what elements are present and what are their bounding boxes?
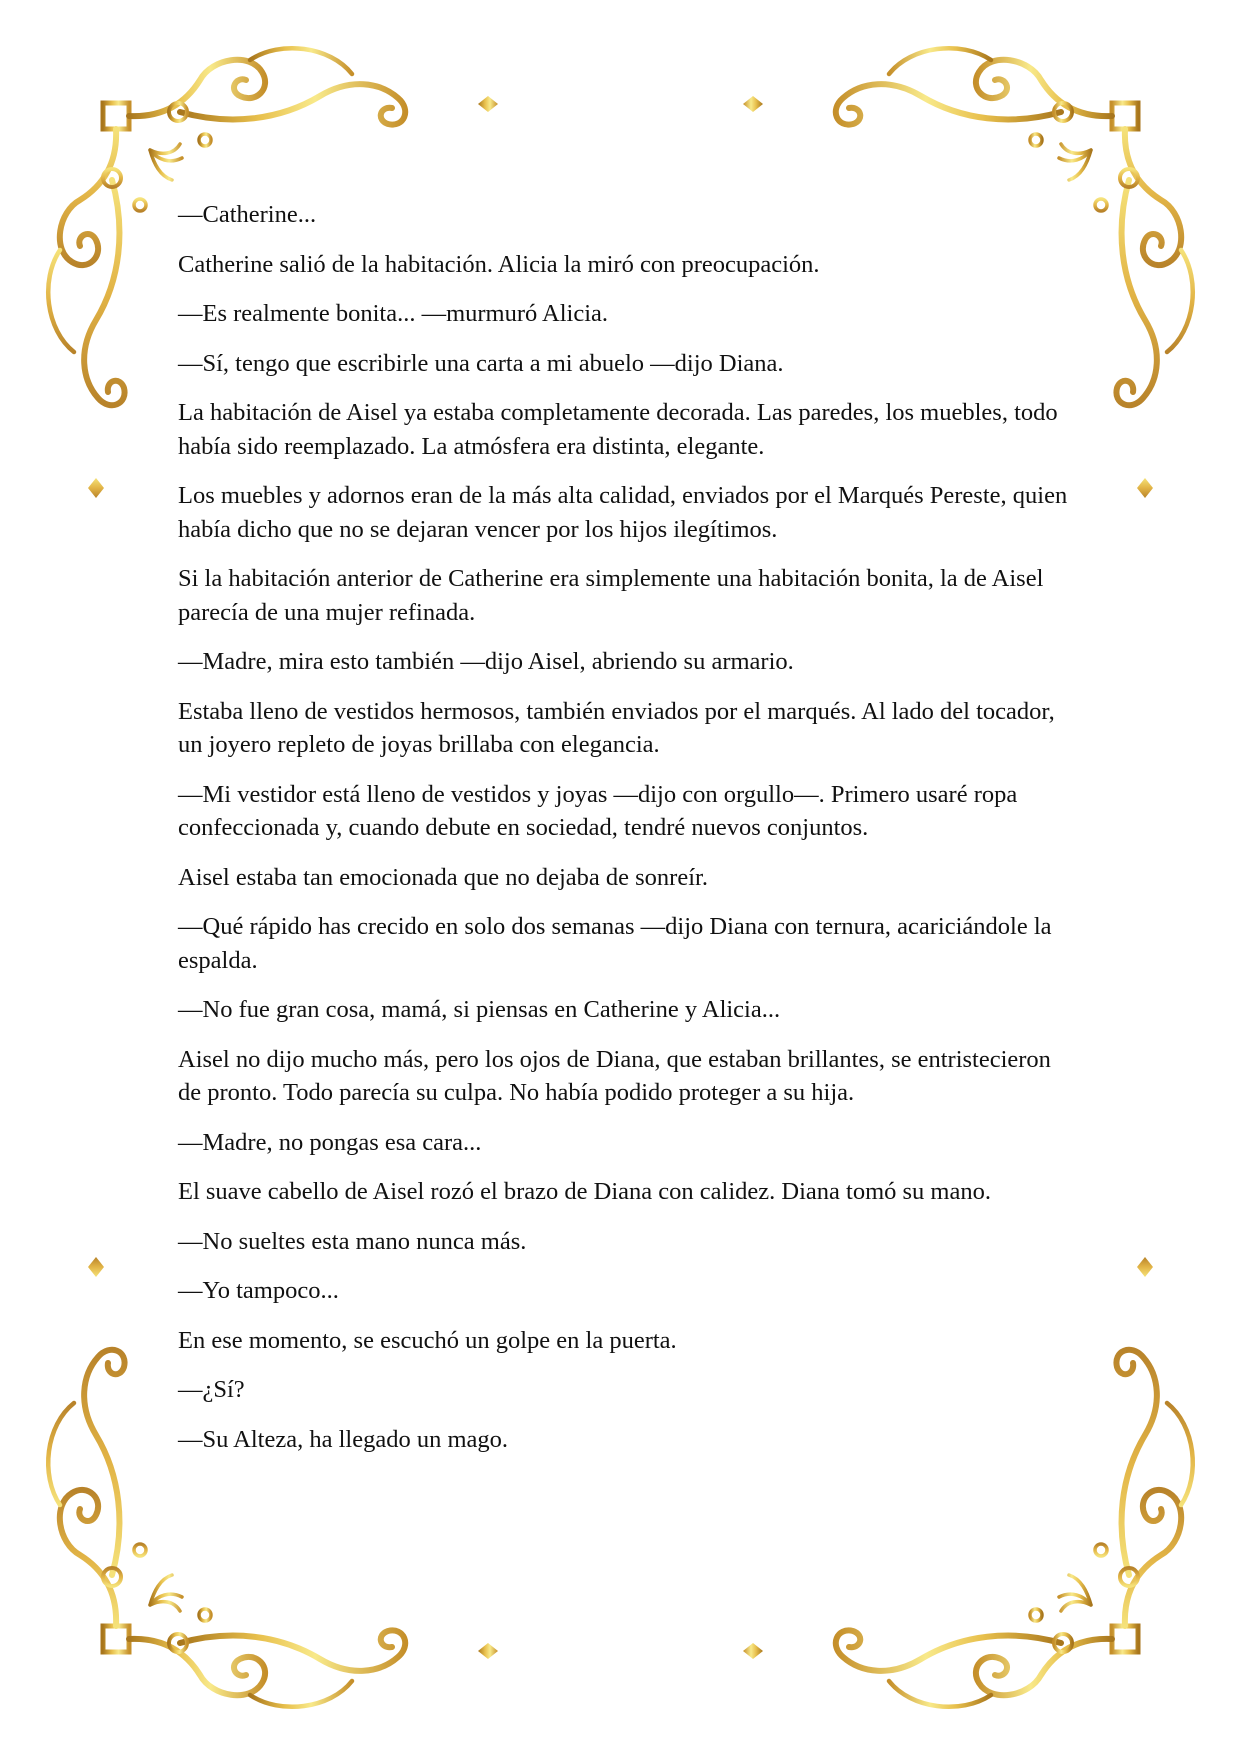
paragraph: —Madre, mira esto también —dijo Aisel, abriendo su armario. [178, 648, 794, 675]
paragraph: Catherine salió de la habitación. Alicia la miró con preocupación. [178, 250, 820, 278]
story-text [178, 198, 1068, 1472]
paragraph: La habitación de Aisel ya estaba completamente decorada. Las paredes, los muebles, todo había sido reemplazado. La atmósfera era distinta, elegante. [178, 399, 1058, 460]
paragraph: —No fue gran cosa, mamá, si piensas en Catherine y Alicia... [178, 996, 781, 1023]
paragraph: —Es realmente bonita... —murmuró Alicia. [178, 300, 609, 327]
paragraph: Estaba lleno de vestidos hermosos, también enviados por el marqués. Al lado del tocador, un joyero repleto de joyas brillaba con elegancia. [178, 697, 1055, 758]
paragraph: —Sí, tengo que escribirle una carta a mi abuelo —dijo Diana. [178, 349, 784, 377]
paragraph: Aisel no dijo mucho más, pero los ojos de Diana, que estaban brillantes, se entristecieron de pronto. Todo parecía su culpa. No había podido proteger a su hija. [178, 1045, 1051, 1106]
paragraph: —Catherine... [178, 201, 317, 228]
paragraph: Aisel estaba tan emocionada que no dejaba de sonreír. [178, 863, 708, 891]
paragraph: —¿Sí? [178, 1376, 245, 1403]
paragraph: Los muebles y adornos eran de la más alta calidad, enviados por el Marqués Pereste, quien había dicho que no se dejaran vencer por los hijos ilegítimos. [178, 482, 1068, 543]
paragraph: —Yo tampoco... [178, 1277, 339, 1304]
paragraph: —Su Alteza, ha llegado un mago. [178, 1425, 508, 1453]
paragraph: —Mi vestidor está lleno de vestidos y joyas —dijo con orgullo—. Primero usaré ropa confeccionada y, cuando debute en sociedad, tendré nuevos conjuntos. [178, 780, 1018, 841]
paragraph: El suave cabello de Aisel rozó el brazo de Diana con calidez. Diana tomó su mano. [178, 1178, 991, 1205]
paragraph: —Madre, no pongas esa cara... [178, 1128, 482, 1156]
paragraph: —No sueltes esta mano nunca más. [178, 1227, 527, 1255]
paragraph: —Qué rápido has crecido en solo dos semanas —dijo Diana con ternura, acariciándole la espalda. [178, 913, 1052, 974]
paragraph: Si la habitación anterior de Catherine era simplemente una habitación bonita, la de Aisel parecía de una mujer refinada. [178, 565, 1044, 626]
paragraph: En ese momento, se escuchó un golpe en la puerta. [178, 1326, 677, 1354]
